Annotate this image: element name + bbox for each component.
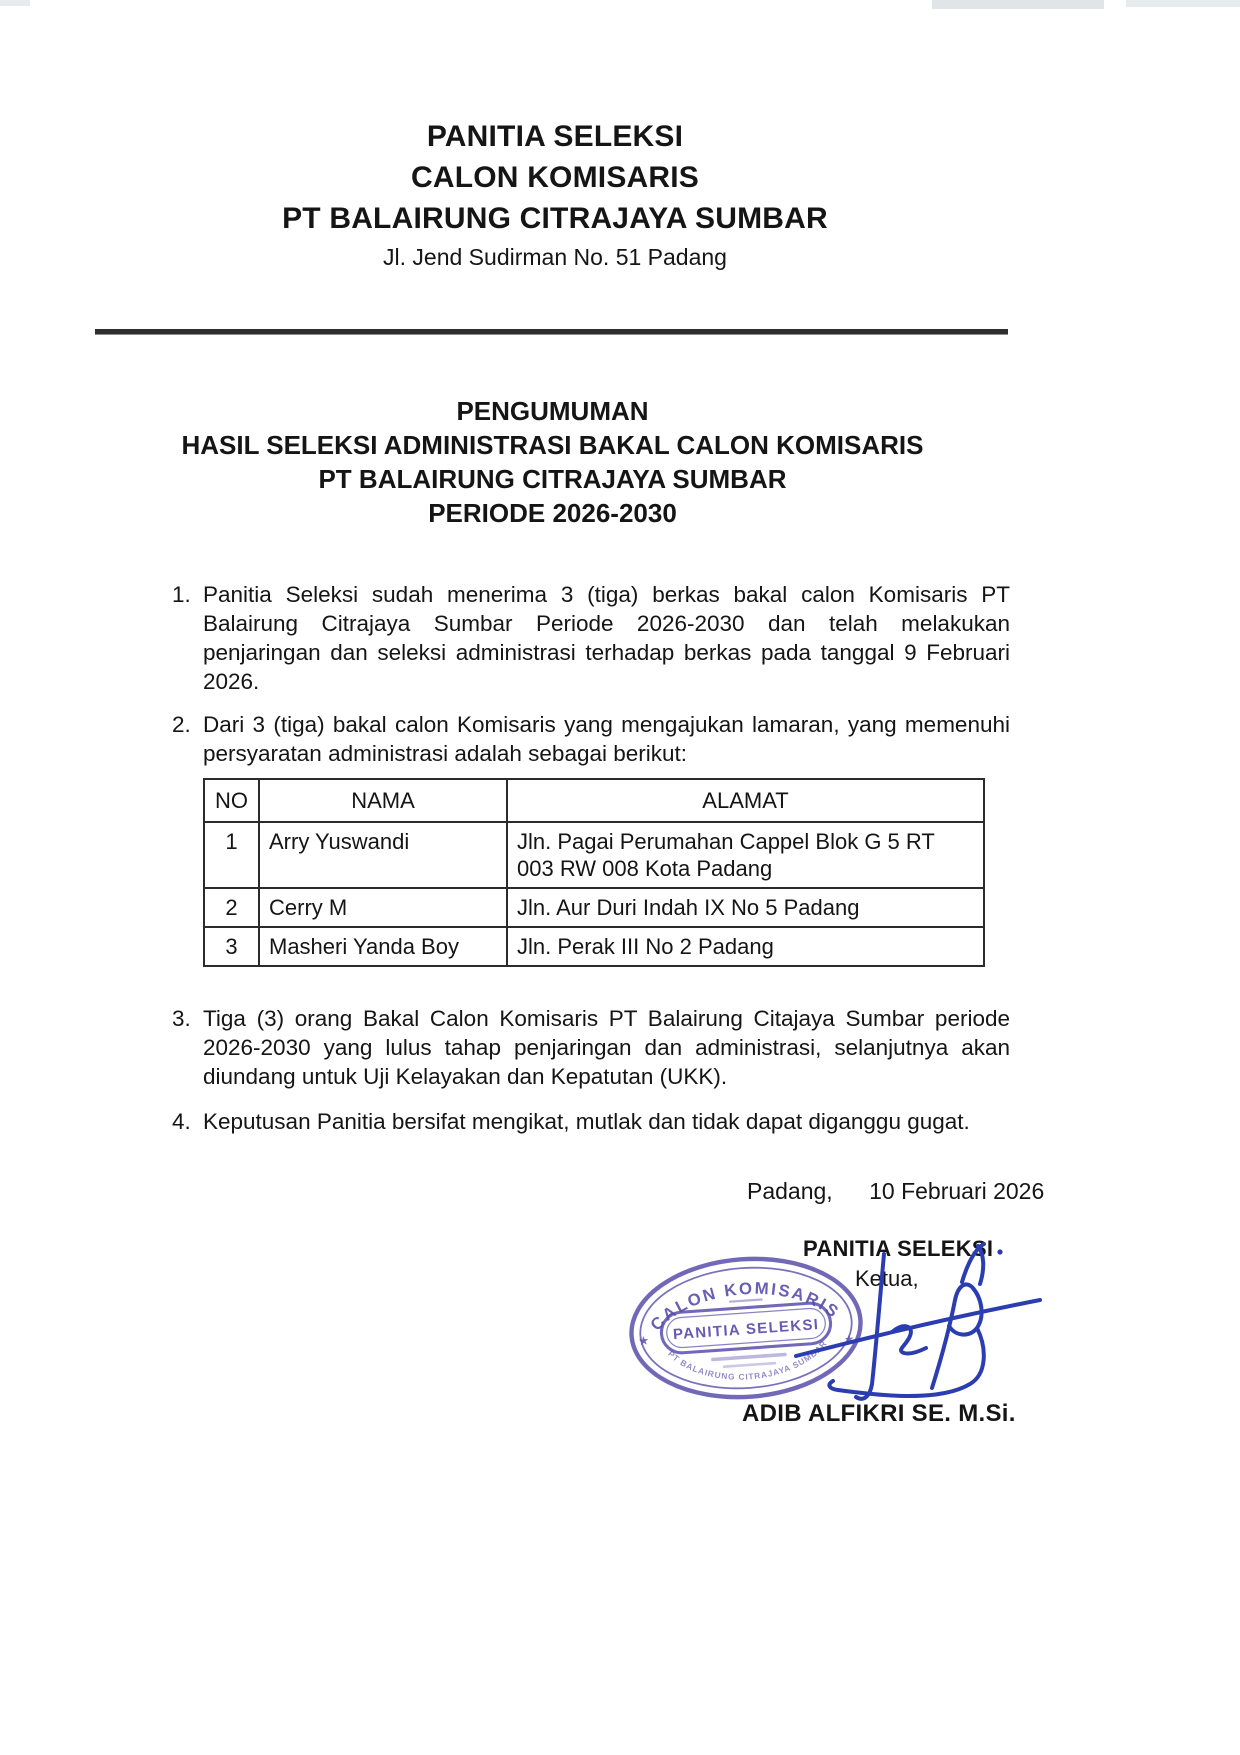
list-item-4-text: Keputusan Panitia bersifat mengikat, mutlak dan tidak dapat diganggu gugat. [203,1109,970,1134]
candidates-table [203,778,985,967]
list-item-2 [172,710,1010,768]
list-item-2-number: 2. [172,712,191,737]
stamp-arc-bottom-text: PT BALAIRUNG CITRAJAYA SUMBAR [666,1338,829,1382]
scan-artifact [932,0,1104,9]
letterhead-line-1: PANITIA SELEKSI [426,120,684,153]
scan-artifact [1126,0,1240,7]
closing-date-line [747,1177,1044,1205]
table-header-row [204,779,984,822]
stamp-star-right-icon: ★ [843,1333,855,1347]
list-item-3-number: 3. [172,1006,191,1031]
row-2-no: 2 [204,888,259,927]
list-item-2-text: Dari 3 (tiga) bakal calon Komisaris yang mengajukan lamaran, yang memenuhi persyaratan administrasi adalah sebagai berikut: [203,712,1010,766]
closing-city: Padang, [747,1178,833,1204]
list-item-4-number: 4. [172,1109,191,1134]
body-content [172,580,1010,1136]
stamp-arc-top-text: CALON KOMISARIS [646,1278,844,1335]
row-2-alamat: Jln. Aur Duri Indah IX No 5 Padang [507,888,984,927]
row-1-no: 1 [204,822,259,888]
signer-name: ADIB ALFIKRI SE. M.Si. [742,1400,1016,1427]
letterhead-divider-rule [95,329,1008,334]
closing-date: 10 Februari 2026 [869,1178,1045,1204]
letterhead-company: PT BALAIRUNG CITRAJAYA SUMBAR [282,202,828,235]
title-line-2: HASIL SELEKSI ADMINISTRASI BAKAL CALON KOMISARIS [181,430,924,460]
list-item-1-text: Panitia Seleksi sudah menerima 3 (tiga) berkas bakal calon Komisaris PT Balairung Citrajaya Sumbar Periode 2026-2030 dan telah melakukan penjaringan dan seleksi administrasi terhadap berkas pada tanggal 9 Februari 2026. [203,582,1010,694]
table-row [204,822,984,888]
row-2-nama: Cerry M [259,888,507,927]
list-item-1-number: 1. [172,582,191,607]
row-3-nama: Masheri Yanda Boy [259,927,507,966]
row-1-nama: Arry Yuswandi [259,822,507,888]
table-row [204,927,984,966]
row-1-alamat: Jln. Pagai Perumahan Cappel Blok G 5 RT 003 RW 008 Kota Padang [507,822,984,888]
table-row [204,888,984,927]
scan-artifact [0,0,30,6]
list-item-1 [172,580,1010,696]
table-header-no: NO [204,779,259,822]
handwritten-signature [788,1236,1048,1422]
letterhead [0,0,1110,272]
list-item-3-text: Tiga (3) orang Bakal Calon Komisaris PT Balairung Citajaya Sumbar periode 2026-2030 yang lulus tahap penjaringan dan administrasi, selanjutnya akan diundang untuk Uji Kelayakan dan Kepatutan (UKK). [203,1006,1010,1089]
row-3-no: 3 [204,927,259,966]
table-header-alamat: ALAMAT [507,779,984,822]
stamp-star-left-icon: ★ [637,1333,650,1349]
signature-role-label: Ketua, [855,1266,919,1291]
announcement-title [95,394,1010,530]
row-3-alamat: Jln. Perak III No 2 Padang [507,927,984,966]
list-item-4 [172,1107,1010,1136]
list-item-3 [172,1004,1010,1091]
signature-committee-label: PANITIA SELEKSI [803,1236,994,1261]
letterhead-address: Jl. Jend Sudirman No. 51 Padang [383,244,727,270]
table-header-nama: NAMA [259,779,507,822]
letterhead-line-2: CALON KOMISARIS [411,161,699,194]
title-line-1: PENGUMUMAN [456,396,649,426]
stamp-center-text: PANITIA SELEKSI [672,1316,820,1344]
title-line-4: PERIODE 2026-2030 [428,498,677,528]
title-line-3: PT BALAIRUNG CITRAJAYA SUMBAR [318,464,787,494]
